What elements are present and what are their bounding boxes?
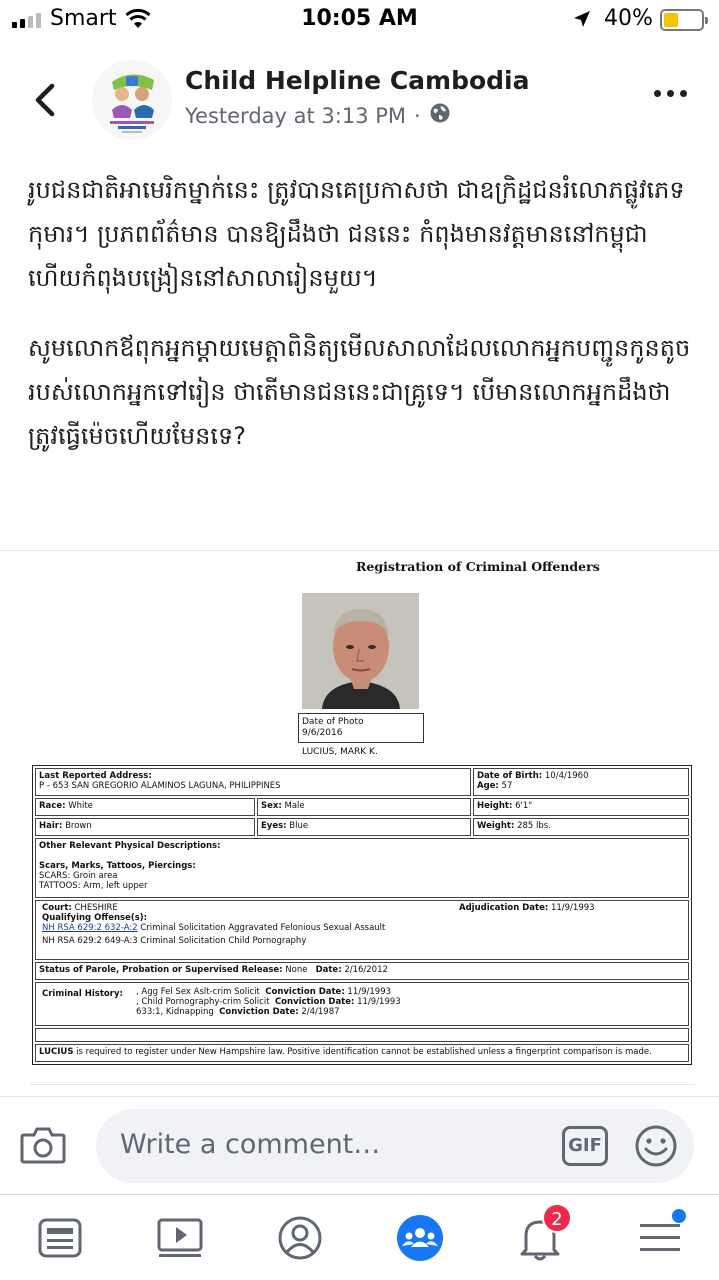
- camera-icon[interactable]: [20, 1125, 66, 1165]
- last-address-cell: [35, 768, 471, 796]
- dob-cell: [473, 768, 689, 796]
- eyes-cell: [257, 818, 471, 836]
- gif-button[interactable]: GIF: [562, 1126, 608, 1166]
- post-photo[interactable]: [0, 550, 719, 1085]
- meta-separator: ·: [414, 103, 421, 128]
- battery-percent: 40%: [604, 6, 653, 31]
- criminal-history-label: Criminal History:: [42, 989, 123, 999]
- adjudication-value: 11/9/1993: [550, 903, 595, 913]
- globe-icon: [429, 102, 451, 129]
- offense-statute-link[interactable]: NH RSA 629:2 632-A:2: [42, 923, 138, 933]
- offense-2: NH RSA 629:2 649-A:3 Criminal Solicitation Child Pornography: [42, 936, 307, 946]
- dob-value: 10/4/1960: [544, 771, 589, 781]
- eyes-label: Eyes:: [261, 821, 287, 831]
- back-arrow-icon[interactable]: [30, 80, 62, 120]
- more-options-icon[interactable]: [654, 90, 687, 97]
- dob-label: Date of Birth:: [477, 771, 543, 781]
- height-cell: [473, 798, 689, 816]
- parole-date-value: 2/16/2012: [344, 965, 388, 975]
- height-label: Height:: [477, 801, 513, 811]
- page-name[interactable]: Child Helpline Cambodia: [185, 66, 530, 95]
- bottom-nav: [0, 1194, 719, 1280]
- footer-text: is required to register under New Hampshire law. Positive identification cannot be established unless a fingerprint comparison is made.: [76, 1047, 652, 1057]
- menu-indicator-dot: [672, 1209, 686, 1223]
- offender-record-table: [32, 765, 692, 1065]
- emoji-icon[interactable]: [634, 1124, 678, 1168]
- tattoos-value: TATTOOS: Arm, left upper: [39, 881, 148, 891]
- criminal-history-cell: [35, 982, 689, 1026]
- scars-label: Scars, Marks, Tattoos, Piercings:: [39, 861, 196, 871]
- court-label: Court:: [42, 903, 72, 913]
- race-value: White: [68, 801, 93, 811]
- post-paragraph: សូមលោកឪពុកអ្នកម្តាយមេត្តាពិនិត្យមើលសាលាដែលលោកអ្នកបញ្ជូនកូនតូចរបស់លោកអ្នកទៅរៀន ថាតើមានជននេះជាគ្រូទេ។ បើមានលោកអ្នកដឹងថា ត្រូវធ្វើម៉េចហើយមែនទេ?: [28, 334, 691, 450]
- document-title: Registration of Criminal Offenders: [356, 559, 600, 574]
- hair-cell: [35, 818, 255, 836]
- eyes-value: Blue: [289, 821, 309, 831]
- weight-label: Weight:: [477, 821, 515, 831]
- age-label: Age:: [477, 781, 499, 791]
- groups-icon[interactable]: [394, 1213, 446, 1263]
- comment-placeholder: Write a comment…: [120, 1129, 381, 1160]
- menu-icon[interactable]: [634, 1213, 686, 1263]
- notifications-icon[interactable]: [514, 1209, 566, 1263]
- hair-value: Brown: [65, 821, 92, 831]
- race-label: Race:: [39, 801, 66, 811]
- page-avatar[interactable]: [92, 60, 172, 140]
- parole-status-cell: [35, 962, 689, 980]
- last-address-label: Last Reported Address:: [39, 771, 152, 781]
- post-timestamp[interactable]: Yesterday at 3:13 PM: [185, 103, 407, 128]
- sex-cell: [257, 798, 471, 816]
- parole-label: Status of Parole, Probation or Supervised Release:: [39, 965, 283, 975]
- battery-fill: [664, 13, 678, 27]
- history-entry: , Agg Fel Sex Aslt-crim Solicit Conviction Date: 11/9/1993: [136, 987, 392, 997]
- comment-input[interactable]: [96, 1109, 694, 1183]
- clock: 10:05 AM: [301, 6, 418, 31]
- race-cell: [35, 798, 255, 816]
- court-cell: [35, 900, 689, 960]
- post-meta: [185, 102, 451, 129]
- parole-date-label: Date:: [315, 965, 342, 975]
- offender-name: LUCIUS, MARK K.: [302, 747, 378, 757]
- qualifying-offenses-label: Qualifying Offense(s):: [42, 913, 148, 923]
- court-value: CHESHIRE: [74, 903, 118, 913]
- carrier-name: Smart: [50, 6, 117, 31]
- profile-icon[interactable]: [274, 1213, 326, 1263]
- offense-1-description: Criminal Solicitation Aggravated Felonious Sexual Assault: [140, 923, 386, 933]
- age-value: 57: [501, 781, 513, 791]
- battery-icon: [660, 9, 704, 31]
- post-text: [28, 168, 698, 484]
- other-description-label: Other Relevant Physical Descriptions:: [39, 841, 221, 851]
- mugshot-photo: [302, 593, 419, 709]
- date-of-photo-label: Date of Photo: [302, 717, 364, 727]
- physical-description-cell: [35, 838, 689, 898]
- date-of-photo-box: [298, 713, 424, 743]
- post-paragraph: រូបជនជាតិអាមេរិកម្នាក់នេះ ត្រូវបានគេប្រកាសថា ជាឧក្រិដ្ឋជនរំលោភផ្លូវភេទកុមារ។ ប្រភពព័ត៌មាន បានឱ្យដឹងថា ជននេះ កំពុងមានវត្តមាននៅកម្ពុជា ហើយកំពុងបង្រៀននៅសាលារៀនមួយ។: [28, 176, 685, 292]
- history-entry: , Child Pornography-crim Solicit Conviction Date: 11/9/1993: [136, 997, 401, 1007]
- parole-value: None: [285, 965, 308, 975]
- date-of-photo-value: 9/6/2016: [302, 728, 343, 738]
- empty-row: [35, 1028, 689, 1042]
- scars-value: SCARS: Groin area: [39, 871, 118, 881]
- location-arrow-icon: [572, 9, 592, 33]
- sex-label: Sex:: [261, 801, 282, 811]
- status-bar: [0, 0, 719, 40]
- divider: [30, 1084, 695, 1085]
- weight-cell: [473, 818, 689, 836]
- height-value: 6'1": [515, 801, 533, 811]
- notification-badge: 2: [542, 1203, 572, 1233]
- weight-value: 285 lbs.: [517, 821, 551, 831]
- footer-name: LUCIUS: [39, 1047, 74, 1057]
- registration-footer: [35, 1044, 689, 1062]
- last-address-value: P - 653 SAN GREGORIO ALAMINOS LAGUNA, PHILIPPINES: [39, 781, 281, 791]
- news-feed-icon[interactable]: [34, 1213, 86, 1263]
- hair-label: Hair:: [39, 821, 63, 831]
- history-entry: 633:1, Kidnapping Conviction Date: 2/4/1987: [136, 1007, 340, 1017]
- sex-value: Male: [284, 801, 305, 811]
- comment-bar: [0, 1096, 719, 1194]
- adjudication-label: Adjudication Date:: [459, 903, 549, 913]
- watch-icon[interactable]: [154, 1213, 206, 1263]
